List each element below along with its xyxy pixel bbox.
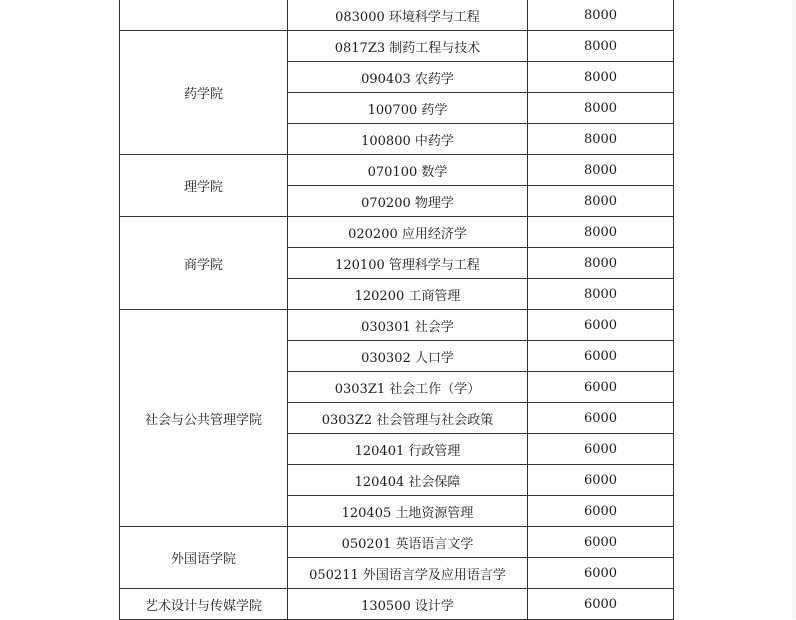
school-cell: 理学院 [120,155,288,217]
major-cell: 120401 行政管理 [288,434,528,465]
major-cell: 0303Z1 社会工作（学） [288,372,528,403]
quota-cell: 6000 [528,341,674,372]
quota-cell: 6000 [528,465,674,496]
major-cell: 030301 社会学 [288,310,528,341]
major-cell: 070100 数学 [288,155,528,186]
quota-cell: 6000 [528,403,674,434]
school-cell: 艺术设计与传媒学院 [120,589,288,620]
scrollbar-track[interactable] [792,0,796,619]
school-cell: 社会与公共管理学院 [120,310,288,527]
table-row [120,217,674,248]
quota-table-body [120,0,674,620]
quota-cell: 6000 [528,372,674,403]
quota-cell: 8000 [528,0,674,31]
quota-cell: 8000 [528,62,674,93]
major-cell: 0817Z3 制药工程与技术 [288,31,528,62]
quota-cell: 8000 [528,248,674,279]
quota-table [119,0,674,620]
quota-cell: 6000 [528,434,674,465]
major-cell: 050201 英语语言文学 [288,527,528,558]
major-cell: 120100 管理科学与工程 [288,248,528,279]
quota-cell: 6000 [528,558,674,589]
major-cell: 083000 环境科学与工程 [288,0,528,31]
major-cell: 0303Z2 社会管理与社会政策 [288,403,528,434]
quota-cell: 6000 [528,496,674,527]
quota-cell: 8000 [528,279,674,310]
table-row [120,155,674,186]
major-cell: 100700 药学 [288,93,528,124]
quota-cell: 8000 [528,93,674,124]
quota-cell: 8000 [528,31,674,62]
school-cell: 外国语学院 [120,527,288,589]
quota-cell: 6000 [528,527,674,558]
major-cell: 120200 工商管理 [288,279,528,310]
table-row [120,31,674,62]
major-cell: 130500 设计学 [288,589,528,620]
major-cell: 120404 社会保障 [288,465,528,496]
major-cell: 120405 土地资源管理 [288,496,528,527]
table-row [120,0,674,31]
table-row [120,589,674,620]
quota-cell: 8000 [528,155,674,186]
quota-cell: 8000 [528,186,674,217]
major-cell: 030302 人口学 [288,341,528,372]
major-cell: 050211 外国语言学及应用语言学 [288,558,528,589]
table-row [120,310,674,341]
major-cell: 070200 物理学 [288,186,528,217]
major-cell: 090403 农药学 [288,62,528,93]
school-cell: 商学院 [120,217,288,310]
table-row [120,527,674,558]
school-cell [120,0,288,31]
major-cell: 100800 中药学 [288,124,528,155]
quota-cell: 8000 [528,124,674,155]
quota-cell: 8000 [528,217,674,248]
school-cell: 药学院 [120,31,288,155]
major-cell: 020200 应用经济学 [288,217,528,248]
quota-cell: 6000 [528,589,674,620]
quota-cell: 6000 [528,310,674,341]
